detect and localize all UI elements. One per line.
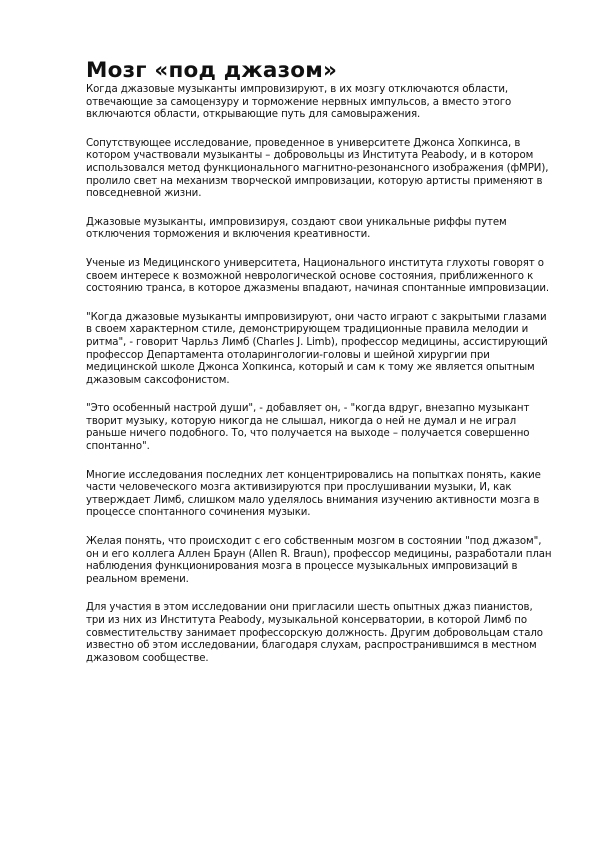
paragraph-5: "Когда джазовые музыканты импровизируют, они часто играют с закрытыми глазами в своем характерном стиле, демонстрирующем традиционные правила мелодии и ритма", - говорит Чарльз Лимб (Charles J. Limb), профессор медицины, ассистирующий профессор Департамента отоларингологии-головы и шейной хирургии при медицинской школе Джонса Хопкинса, который и сам к тому же является опытным джазовым саксофонистом. (86, 311, 548, 386)
paragraph-3: Джазовые музыканты, импровизируя, создают свои уникальные риффы путем отключения торможения и включения креативности. (86, 216, 507, 241)
document-title: Мозг «под джазом» (86, 58, 338, 83)
paragraph-1: Когда джазовые музыканты импровизируют, в их мозгу отключаются области, отвечающие за самоцензуру и торможение нервных импульсов, а вместо этого включаются области, открывающие путь для самовыражения. (86, 84, 512, 121)
paragraph-9: Для участия в этом исследовании они пригласили шесть опытных джаз пианистов, три из них из Института Peabody, музыкальной консерватории, в которой Лимб по совместительству занимает профессорскую должность. Другим добровольцам стало известно об этом исследовании, благодаря слухам, распространившимся в местном джазовом сообществе. (86, 602, 543, 664)
paragraph-6: "Это особенный настрой души", - добавляет он, - "когда вдруг, внезапно музыкант творит музыку, которую никогда не слышал, никогда о ней не думал и не играл раньше ничего подобного. То, что получается на выходе – получается совершенно спонтанно". (86, 403, 530, 453)
document-page (86, 58, 552, 681)
paragraph-7: Многие исследования последних лет концентрировались на попытках понять, какие части человеческого мозга активизируются при прослушивании музыки, И, как утверждает Лимб, слишком мало уделялось внимания изучению активности мозга в процессе спонтанного сочинения музыки. (86, 469, 541, 519)
paragraph-4: Ученые из Медицинского университета, Национального института глухоты говорят о своем интересе к возможной неврологической основе состояния, приближенного к состоянию транса, в которое джазмены впадают, начиная спонтанные импровизации. (86, 257, 549, 295)
paragraph-2: Сопутствующее исследование, проведенное в университете Джонса Хопкинса, в котором участвовали музыканты – добровольцы из Института Peabody, и в котором использовался метод функционального магнитно-резонансного изображения (фМРИ), пролило свет на механизм творческой импровизации, которую артисты применяют в повседневной жизни. (86, 137, 549, 200)
paragraph-8: Желая понять, что происходит с его собственным мозгом в состоянии "под джазом", он и его коллега Аллен Браун (Allen R. Braun), профессор медицины, разработали план наблюдения функционирования мозга в процессе музыкальных импровизаций в реальном времени. (86, 536, 552, 585)
